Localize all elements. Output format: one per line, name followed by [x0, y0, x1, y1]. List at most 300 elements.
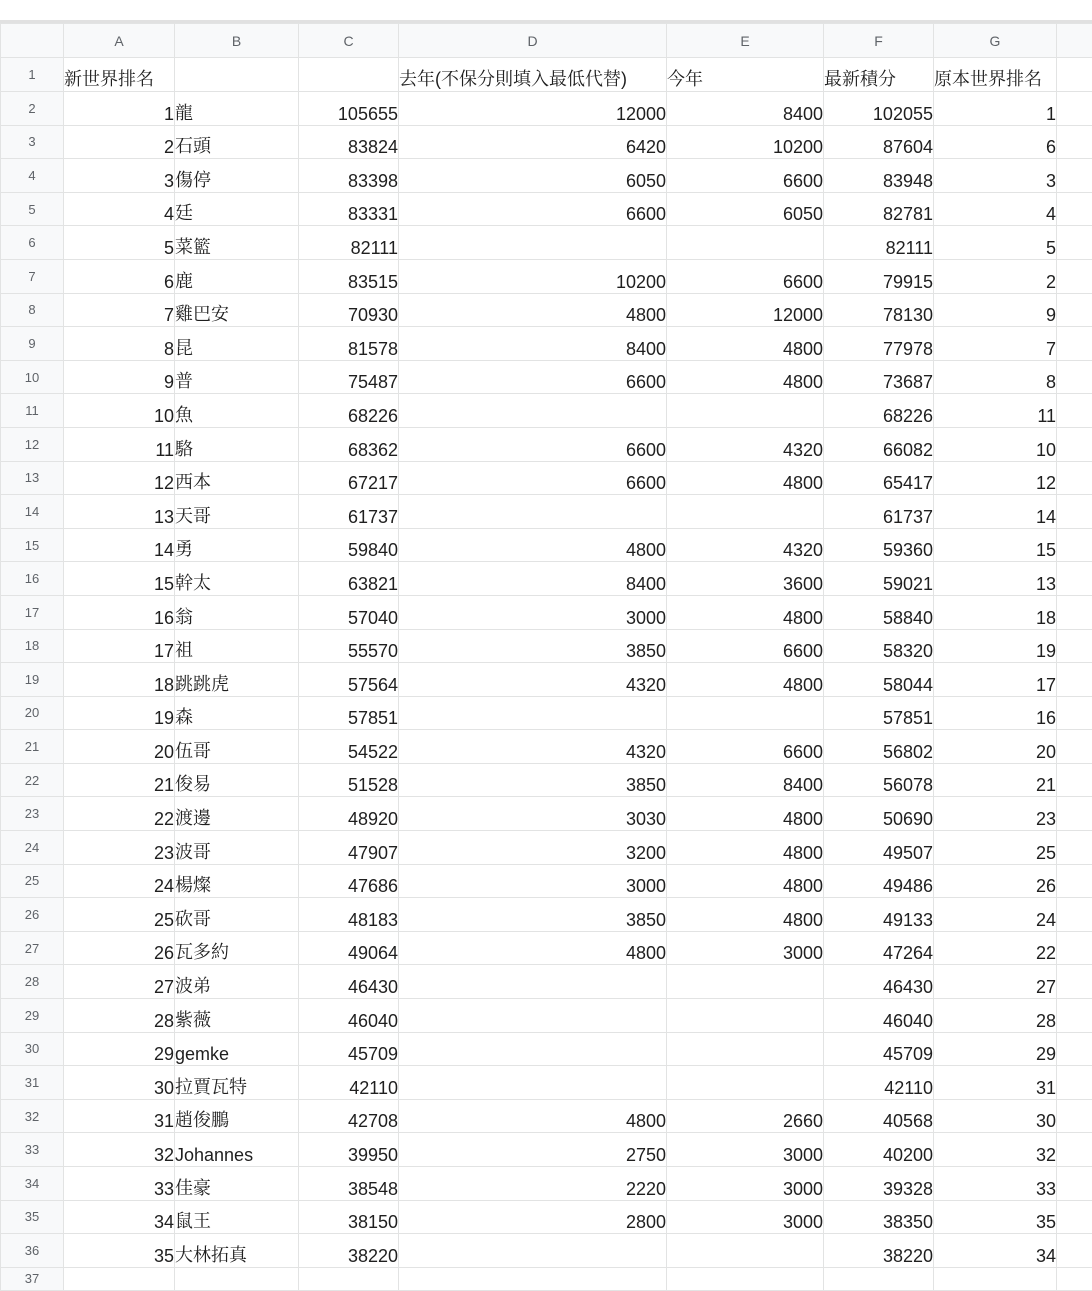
cell-latest-score[interactable]: 47264 [824, 931, 934, 965]
cell-extra[interactable] [1057, 461, 1092, 495]
cell-rank[interactable]: 18 [64, 663, 175, 697]
cell-rank[interactable]: 35 [64, 1234, 175, 1268]
cell-name[interactable]: 廷 [175, 192, 299, 226]
cell-name[interactable]: 紫薇 [175, 999, 299, 1033]
cell-this-year[interactable]: 3000 [667, 1200, 824, 1234]
cell-latest-score[interactable]: 58320 [824, 629, 934, 663]
cell-extra[interactable] [1057, 394, 1092, 428]
cell-score-c[interactable]: 83824 [299, 125, 399, 159]
cell-name[interactable]: 菜籃 [175, 226, 299, 260]
cell-extra[interactable] [1057, 1066, 1092, 1100]
cell-rank[interactable]: 4 [64, 192, 175, 226]
row-number[interactable]: 24 [1, 831, 64, 865]
cell-latest-score[interactable]: 49507 [824, 831, 934, 865]
cell-extra[interactable] [1057, 92, 1092, 126]
cell-original-rank[interactable]: 25 [934, 831, 1057, 865]
cell-rank[interactable]: 1 [64, 92, 175, 126]
select-all-corner[interactable] [1, 24, 64, 58]
cell-this-year[interactable] [667, 696, 824, 730]
cell-original-rank[interactable]: 35 [934, 1200, 1057, 1234]
cell-rank[interactable]: 9 [64, 360, 175, 394]
row-number[interactable]: 1 [1, 58, 64, 92]
cell-rank[interactable]: 27 [64, 965, 175, 999]
cell-rank[interactable]: 30 [64, 1066, 175, 1100]
cell-this-year[interactable] [667, 495, 824, 529]
cell-empty[interactable] [824, 1267, 934, 1290]
spreadsheet-grid[interactable] [0, 23, 1092, 1291]
cell-name[interactable]: 砍哥 [175, 898, 299, 932]
cell-last-year[interactable]: 3000 [399, 595, 667, 629]
cell-last-year[interactable]: 3850 [399, 898, 667, 932]
cell-rank[interactable]: 28 [64, 999, 175, 1033]
cell-rank[interactable]: 34 [64, 1200, 175, 1234]
cell-name[interactable]: Johannes [175, 1133, 299, 1167]
cell-last-year[interactable] [399, 696, 667, 730]
cell-rank[interactable]: 22 [64, 797, 175, 831]
cell-extra[interactable] [1057, 1133, 1092, 1167]
cell-latest-score[interactable]: 45709 [824, 1032, 934, 1066]
cell-name[interactable]: 駱 [175, 427, 299, 461]
cell-rank[interactable]: 25 [64, 898, 175, 932]
cell-original-rank[interactable]: 19 [934, 629, 1057, 663]
column-header-b[interactable]: B [175, 24, 299, 58]
cell-last-year[interactable]: 6600 [399, 427, 667, 461]
cell-extra[interactable] [1057, 226, 1092, 260]
cell-extra[interactable] [1057, 696, 1092, 730]
row-number[interactable]: 14 [1, 495, 64, 529]
cell-rank[interactable]: 19 [64, 696, 175, 730]
cell-name[interactable]: 俊易 [175, 763, 299, 797]
cell-this-year[interactable]: 3000 [667, 1167, 824, 1201]
cell-header-d[interactable]: 去年(不保分則填入最低代替) [399, 58, 667, 92]
cell-original-rank[interactable]: 28 [934, 999, 1057, 1033]
cell-original-rank[interactable]: 10 [934, 427, 1057, 461]
row-number[interactable]: 5 [1, 192, 64, 226]
cell-extra[interactable] [1057, 965, 1092, 999]
cell-latest-score[interactable]: 38350 [824, 1200, 934, 1234]
cell-last-year[interactable] [399, 495, 667, 529]
cell-latest-score[interactable]: 65417 [824, 461, 934, 495]
cell-latest-score[interactable]: 38220 [824, 1234, 934, 1268]
cell-extra[interactable] [1057, 1167, 1092, 1201]
cell-name[interactable]: 趙俊鵬 [175, 1099, 299, 1133]
cell-name[interactable]: 拉賈瓦特 [175, 1066, 299, 1100]
cell-last-year[interactable]: 6600 [399, 192, 667, 226]
cell-extra[interactable] [1057, 125, 1092, 159]
cell-this-year[interactable]: 6600 [667, 259, 824, 293]
cell-name[interactable]: 普 [175, 360, 299, 394]
cell-header-f[interactable]: 最新積分 [824, 58, 934, 92]
cell-score-c[interactable]: 38548 [299, 1167, 399, 1201]
cell-rank[interactable]: 16 [64, 595, 175, 629]
cell-extra[interactable] [1057, 663, 1092, 697]
cell-extra[interactable] [1057, 528, 1092, 562]
row-number[interactable]: 4 [1, 159, 64, 193]
cell-name[interactable]: 祖 [175, 629, 299, 663]
cell-rank[interactable]: 29 [64, 1032, 175, 1066]
cell-latest-score[interactable]: 39328 [824, 1167, 934, 1201]
cell-header-b[interactable] [175, 58, 299, 92]
cell-this-year[interactable]: 8400 [667, 92, 824, 126]
cell-latest-score[interactable]: 42110 [824, 1066, 934, 1100]
cell-name[interactable]: 翁 [175, 595, 299, 629]
row-number[interactable]: 18 [1, 629, 64, 663]
cell-empty[interactable] [64, 1267, 175, 1290]
cell-this-year[interactable]: 6600 [667, 159, 824, 193]
cell-rank[interactable]: 26 [64, 931, 175, 965]
cell-this-year[interactable]: 4320 [667, 427, 824, 461]
cell-name[interactable]: 鼠王 [175, 1200, 299, 1234]
cell-last-year[interactable]: 3850 [399, 763, 667, 797]
cell-rank[interactable]: 21 [64, 763, 175, 797]
row-number[interactable]: 35 [1, 1200, 64, 1234]
cell-empty[interactable] [1057, 1267, 1092, 1290]
cell-last-year[interactable]: 12000 [399, 92, 667, 126]
cell-extra[interactable] [1057, 831, 1092, 865]
cell-score-c[interactable]: 48183 [299, 898, 399, 932]
cell-rank[interactable]: 13 [64, 495, 175, 529]
cell-this-year[interactable]: 6600 [667, 730, 824, 764]
cell-last-year[interactable]: 4800 [399, 528, 667, 562]
row-number[interactable]: 8 [1, 293, 64, 327]
cell-name[interactable]: 勇 [175, 528, 299, 562]
cell-empty[interactable] [667, 1267, 824, 1290]
cell-original-rank[interactable]: 9 [934, 293, 1057, 327]
cell-rank[interactable]: 8 [64, 327, 175, 361]
cell-last-year[interactable]: 6420 [399, 125, 667, 159]
cell-rank[interactable]: 10 [64, 394, 175, 428]
cell-extra[interactable] [1057, 595, 1092, 629]
cell-latest-score[interactable]: 82111 [824, 226, 934, 260]
cell-extra[interactable] [1057, 1032, 1092, 1066]
cell-score-c[interactable]: 75487 [299, 360, 399, 394]
row-number[interactable]: 25 [1, 864, 64, 898]
cell-rank[interactable]: 7 [64, 293, 175, 327]
cell-original-rank[interactable]: 24 [934, 898, 1057, 932]
cell-original-rank[interactable]: 14 [934, 495, 1057, 529]
cell-latest-score[interactable]: 79915 [824, 259, 934, 293]
cell-this-year[interactable]: 8400 [667, 763, 824, 797]
cell-extra[interactable] [1057, 1099, 1092, 1133]
cell-score-c[interactable]: 59840 [299, 528, 399, 562]
cell-name[interactable]: 石頭 [175, 125, 299, 159]
cell-this-year[interactable] [667, 999, 824, 1033]
cell-this-year[interactable]: 4800 [667, 360, 824, 394]
cell-latest-score[interactable]: 61737 [824, 495, 934, 529]
column-header-f[interactable]: F [824, 24, 934, 58]
cell-score-c[interactable]: 83331 [299, 192, 399, 226]
cell-rank[interactable]: 11 [64, 427, 175, 461]
cell-last-year[interactable]: 2800 [399, 1200, 667, 1234]
cell-original-rank[interactable]: 17 [934, 663, 1057, 697]
cell-rank[interactable]: 12 [64, 461, 175, 495]
cell-extra[interactable] [1057, 259, 1092, 293]
cell-this-year[interactable]: 3000 [667, 1133, 824, 1167]
cell-name[interactable]: 天哥 [175, 495, 299, 529]
cell-last-year[interactable]: 2750 [399, 1133, 667, 1167]
cell-latest-score[interactable]: 40200 [824, 1133, 934, 1167]
cell-original-rank[interactable]: 18 [934, 595, 1057, 629]
row-number[interactable]: 29 [1, 999, 64, 1033]
cell-this-year[interactable]: 6600 [667, 629, 824, 663]
cell-score-c[interactable]: 68226 [299, 394, 399, 428]
cell-score-c[interactable]: 83515 [299, 259, 399, 293]
cell-rank[interactable]: 14 [64, 528, 175, 562]
row-number[interactable]: 31 [1, 1066, 64, 1100]
cell-latest-score[interactable]: 57851 [824, 696, 934, 730]
row-number[interactable]: 33 [1, 1133, 64, 1167]
cell-original-rank[interactable]: 13 [934, 562, 1057, 596]
cell-rank[interactable]: 17 [64, 629, 175, 663]
cell-original-rank[interactable]: 6 [934, 125, 1057, 159]
cell-score-c[interactable]: 39950 [299, 1133, 399, 1167]
cell-extra[interactable] [1057, 427, 1092, 461]
cell-header-a[interactable]: 新世界排名 [64, 58, 175, 92]
cell-latest-score[interactable]: 83948 [824, 159, 934, 193]
row-number[interactable]: 32 [1, 1099, 64, 1133]
cell-rank[interactable]: 31 [64, 1099, 175, 1133]
cell-this-year[interactable] [667, 226, 824, 260]
cell-this-year[interactable]: 4800 [667, 831, 824, 865]
cell-rank[interactable]: 3 [64, 159, 175, 193]
cell-last-year[interactable]: 4320 [399, 663, 667, 697]
cell-rank[interactable]: 6 [64, 259, 175, 293]
cell-original-rank[interactable]: 15 [934, 528, 1057, 562]
row-number[interactable]: 16 [1, 562, 64, 596]
cell-rank[interactable]: 20 [64, 730, 175, 764]
cell-extra[interactable] [1057, 58, 1092, 92]
cell-score-c[interactable]: 38220 [299, 1234, 399, 1268]
cell-score-c[interactable]: 38150 [299, 1200, 399, 1234]
cell-name[interactable]: 渡邊 [175, 797, 299, 831]
cell-rank[interactable]: 24 [64, 864, 175, 898]
cell-score-c[interactable]: 45709 [299, 1032, 399, 1066]
cell-name[interactable]: 幹太 [175, 562, 299, 596]
cell-name[interactable]: 波哥 [175, 831, 299, 865]
row-number[interactable]: 28 [1, 965, 64, 999]
cell-extra[interactable] [1057, 360, 1092, 394]
cell-header-c[interactable] [299, 58, 399, 92]
cell-name[interactable]: 西本 [175, 461, 299, 495]
cell-extra[interactable] [1057, 562, 1092, 596]
cell-score-c[interactable]: 57564 [299, 663, 399, 697]
cell-score-c[interactable]: 47686 [299, 864, 399, 898]
row-number[interactable]: 13 [1, 461, 64, 495]
cell-last-year[interactable]: 6050 [399, 159, 667, 193]
cell-original-rank[interactable]: 11 [934, 394, 1057, 428]
cell-latest-score[interactable]: 40568 [824, 1099, 934, 1133]
cell-original-rank[interactable]: 23 [934, 797, 1057, 831]
row-number[interactable]: 17 [1, 595, 64, 629]
cell-this-year[interactable]: 12000 [667, 293, 824, 327]
row-number[interactable]: 26 [1, 898, 64, 932]
cell-latest-score[interactable]: 59360 [824, 528, 934, 562]
cell-score-c[interactable]: 67217 [299, 461, 399, 495]
cell-name[interactable]: 雞巴安 [175, 293, 299, 327]
cell-latest-score[interactable]: 77978 [824, 327, 934, 361]
cell-score-c[interactable]: 49064 [299, 931, 399, 965]
cell-extra[interactable] [1057, 495, 1092, 529]
cell-header-g[interactable]: 原本世界排名 [934, 58, 1057, 92]
cell-extra[interactable] [1057, 931, 1092, 965]
cell-last-year[interactable]: 10200 [399, 259, 667, 293]
cell-last-year[interactable]: 8400 [399, 327, 667, 361]
cell-latest-score[interactable]: 73687 [824, 360, 934, 394]
cell-score-c[interactable]: 51528 [299, 763, 399, 797]
cell-original-rank[interactable]: 32 [934, 1133, 1057, 1167]
cell-score-c[interactable]: 48920 [299, 797, 399, 831]
cell-score-c[interactable]: 68362 [299, 427, 399, 461]
cell-last-year[interactable] [399, 1032, 667, 1066]
cell-last-year[interactable] [399, 999, 667, 1033]
cell-original-rank[interactable]: 30 [934, 1099, 1057, 1133]
cell-name[interactable]: 魚 [175, 394, 299, 428]
cell-this-year[interactable]: 4800 [667, 864, 824, 898]
cell-this-year[interactable] [667, 1234, 824, 1268]
row-number[interactable]: 37 [1, 1267, 64, 1290]
cell-original-rank[interactable]: 21 [934, 763, 1057, 797]
cell-extra[interactable] [1057, 159, 1092, 193]
cell-original-rank[interactable]: 22 [934, 931, 1057, 965]
cell-this-year[interactable] [667, 1066, 824, 1100]
cell-this-year[interactable]: 4800 [667, 461, 824, 495]
row-number[interactable]: 6 [1, 226, 64, 260]
cell-this-year[interactable]: 4320 [667, 528, 824, 562]
cell-latest-score[interactable]: 87604 [824, 125, 934, 159]
cell-this-year[interactable] [667, 965, 824, 999]
row-number[interactable]: 23 [1, 797, 64, 831]
cell-last-year[interactable]: 4800 [399, 931, 667, 965]
cell-score-c[interactable]: 57040 [299, 595, 399, 629]
cell-last-year[interactable] [399, 1066, 667, 1100]
cell-extra[interactable] [1057, 763, 1092, 797]
cell-rank[interactable]: 15 [64, 562, 175, 596]
cell-name[interactable]: 伍哥 [175, 730, 299, 764]
cell-name[interactable]: 大林拓真 [175, 1234, 299, 1268]
cell-latest-score[interactable]: 46040 [824, 999, 934, 1033]
cell-last-year[interactable] [399, 965, 667, 999]
cell-extra[interactable] [1057, 1200, 1092, 1234]
cell-last-year[interactable] [399, 226, 667, 260]
cell-extra[interactable] [1057, 864, 1092, 898]
column-header-g[interactable]: G [934, 24, 1057, 58]
cell-latest-score[interactable]: 50690 [824, 797, 934, 831]
cell-name[interactable]: 跳跳虎 [175, 663, 299, 697]
cell-original-rank[interactable]: 2 [934, 259, 1057, 293]
cell-extra[interactable] [1057, 192, 1092, 226]
cell-rank[interactable]: 32 [64, 1133, 175, 1167]
cell-rank[interactable]: 33 [64, 1167, 175, 1201]
cell-score-c[interactable]: 42110 [299, 1066, 399, 1100]
cell-name[interactable]: 昆 [175, 327, 299, 361]
column-header-d[interactable]: D [399, 24, 667, 58]
row-number[interactable]: 15 [1, 528, 64, 562]
cell-this-year[interactable] [667, 394, 824, 428]
row-number[interactable]: 12 [1, 427, 64, 461]
cell-original-rank[interactable]: 29 [934, 1032, 1057, 1066]
cell-original-rank[interactable]: 4 [934, 192, 1057, 226]
cell-name[interactable]: 楊燦 [175, 864, 299, 898]
cell-this-year[interactable]: 4800 [667, 797, 824, 831]
cell-original-rank[interactable]: 31 [934, 1066, 1057, 1100]
cell-extra[interactable] [1057, 293, 1092, 327]
cell-score-c[interactable]: 83398 [299, 159, 399, 193]
cell-extra[interactable] [1057, 898, 1092, 932]
cell-name[interactable]: 森 [175, 696, 299, 730]
cell-latest-score[interactable]: 49133 [824, 898, 934, 932]
cell-name[interactable]: 鹿 [175, 259, 299, 293]
cell-extra[interactable] [1057, 327, 1092, 361]
cell-score-c[interactable]: 47907 [299, 831, 399, 865]
cell-original-rank[interactable]: 20 [934, 730, 1057, 764]
cell-name[interactable]: 瓦多約 [175, 931, 299, 965]
cell-original-rank[interactable]: 26 [934, 864, 1057, 898]
cell-rank[interactable]: 2 [64, 125, 175, 159]
cell-latest-score[interactable]: 59021 [824, 562, 934, 596]
row-number[interactable]: 36 [1, 1234, 64, 1268]
cell-original-rank[interactable]: 3 [934, 159, 1057, 193]
cell-original-rank[interactable]: 16 [934, 696, 1057, 730]
row-number[interactable]: 10 [1, 360, 64, 394]
cell-name[interactable]: 佳豪 [175, 1167, 299, 1201]
cell-this-year[interactable]: 3000 [667, 931, 824, 965]
cell-latest-score[interactable]: 46430 [824, 965, 934, 999]
cell-last-year[interactable]: 6600 [399, 360, 667, 394]
cell-score-c[interactable]: 55570 [299, 629, 399, 663]
cell-last-year[interactable]: 3850 [399, 629, 667, 663]
cell-extra[interactable] [1057, 730, 1092, 764]
row-number[interactable]: 21 [1, 730, 64, 764]
cell-this-year[interactable]: 2660 [667, 1099, 824, 1133]
row-number[interactable]: 27 [1, 931, 64, 965]
cell-this-year[interactable]: 6050 [667, 192, 824, 226]
cell-score-c[interactable]: 57851 [299, 696, 399, 730]
cell-rank[interactable]: 5 [64, 226, 175, 260]
row-number[interactable]: 22 [1, 763, 64, 797]
cell-this-year[interactable]: 4800 [667, 595, 824, 629]
cell-this-year[interactable]: 4800 [667, 327, 824, 361]
cell-last-year[interactable]: 3030 [399, 797, 667, 831]
cell-score-c[interactable]: 105655 [299, 92, 399, 126]
cell-score-c[interactable]: 63821 [299, 562, 399, 596]
cell-latest-score[interactable]: 66082 [824, 427, 934, 461]
row-number[interactable]: 9 [1, 327, 64, 361]
cell-extra[interactable] [1057, 999, 1092, 1033]
cell-score-c[interactable]: 42708 [299, 1099, 399, 1133]
cell-this-year[interactable]: 10200 [667, 125, 824, 159]
cell-original-rank[interactable]: 1 [934, 92, 1057, 126]
cell-score-c[interactable]: 61737 [299, 495, 399, 529]
column-header-a[interactable]: A [64, 24, 175, 58]
cell-last-year[interactable]: 4800 [399, 1099, 667, 1133]
cell-score-c[interactable]: 81578 [299, 327, 399, 361]
cell-name[interactable]: 傷停 [175, 159, 299, 193]
cell-last-year[interactable]: 3000 [399, 864, 667, 898]
cell-score-c[interactable]: 46040 [299, 999, 399, 1033]
cell-empty[interactable] [175, 1267, 299, 1290]
cell-last-year[interactable] [399, 394, 667, 428]
column-header-e[interactable]: E [667, 24, 824, 58]
cell-latest-score[interactable]: 58044 [824, 663, 934, 697]
row-number[interactable]: 19 [1, 663, 64, 697]
row-number[interactable]: 3 [1, 125, 64, 159]
cell-name[interactable]: 波弟 [175, 965, 299, 999]
cell-extra[interactable] [1057, 1234, 1092, 1268]
row-number[interactable]: 34 [1, 1167, 64, 1201]
row-number[interactable]: 20 [1, 696, 64, 730]
cell-empty[interactable] [399, 1267, 667, 1290]
cell-last-year[interactable]: 2220 [399, 1167, 667, 1201]
